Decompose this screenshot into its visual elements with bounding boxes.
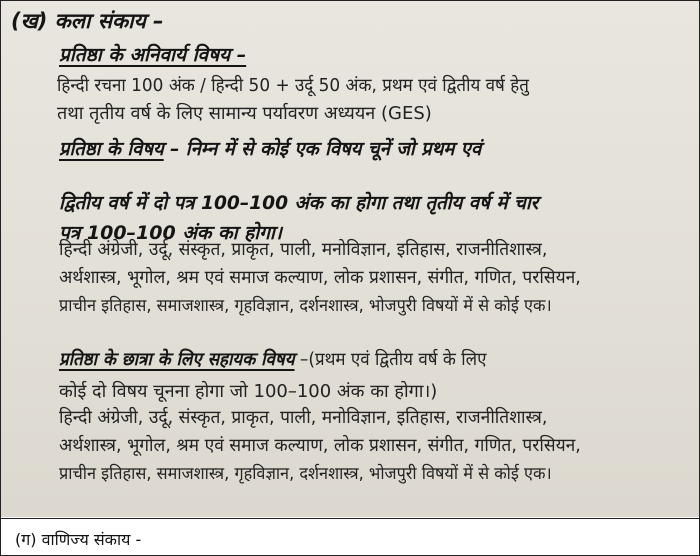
- honours-line-2: द्वितीय वर्ष में दो पत्र 100–100 अंक का होगा तथा तृतीय वर्ष में चार: [59, 192, 539, 214]
- subject-list-1-line-2: अर्थशास्त्र, भूगोल, श्रम एवं समाज कल्याण, लोक प्रशासन, संगीत, गणित, परसियन,: [59, 267, 581, 288]
- subsidiary-line: [59, 347, 487, 371]
- commerce-heading: (ग) वाणिज्य संकाय -: [15, 530, 142, 549]
- subsidiary-rest: –(प्रथम एवं द्वितीय वर्ष के लिए: [294, 349, 487, 370]
- subject-list-2-line-2: अर्थशास्त्र, भूगोल, श्रम एवं समाज कल्याण, लोक प्रशासन, संगीत, गणित, परसियन,: [59, 435, 581, 456]
- honours-line-3: पत्र 100–100 अंक का होगा।: [59, 222, 283, 244]
- subject-list-2-line-1: हिन्दी अंग्रेजी, उर्दू, संस्कृत, प्राकृत, पाली, मनोविज्ञान, इतिहास, राजनीतिशास्त्र,: [59, 407, 548, 428]
- subsidiary-label: प्रतिष्ठा के छात्रा के लिए सहायक विषय: [59, 349, 295, 370]
- honours-compulsory-heading: प्रतिष्ठा के अनिवार्य विषय –: [59, 44, 247, 66]
- footer-bar: [1, 518, 699, 556]
- subsidiary-line-2: कोई दो विषय चूनना होगा जो 100–100 अंक का होगा।): [59, 381, 438, 402]
- scanned-page: [1, 1, 699, 517]
- honours-subjects-rest: – निम्न में से कोई एक विषय चूनें जो प्रथम एवं: [163, 138, 482, 160]
- honours-subjects-label: प्रतिष्ठा के विषय: [59, 138, 164, 160]
- subject-list-2-line-3: प्राचीन इतिहास, समाजशास्त्र, गृहविज्ञान, दर्शनशास्त्र, भोजपुरी विषयों में से कोई एक।: [59, 464, 552, 484]
- honours-subjects-line: [59, 135, 481, 161]
- subject-list-1-line-1: हिन्दी अंग्रेजी, उर्दू, संस्कृत, प्राकृत, पाली, मनोविज्ञान, इतिहास, राजनीतिशास्त्र,: [59, 239, 548, 260]
- section-heading: (ख) कला संकाय –: [11, 9, 164, 33]
- subject-list-1-line-3: प्राचीन इतिहास, समाजशास्त्र, गृहविज्ञान, दर्शनशास्त्र, भोजपुरी विषयों में से कोई एक।: [59, 296, 552, 316]
- compulsory-line-1: हिन्दी रचना 100 अंक / हिन्दी 50 + उर्दू 50 अंक, प्रथम एवं द्वितीय वर्ष हेतु: [57, 75, 529, 96]
- compulsory-line-2: तथा तृतीय वर्ष के लिए सामान्य पर्यावरण अध्ययन (GES): [57, 103, 432, 124]
